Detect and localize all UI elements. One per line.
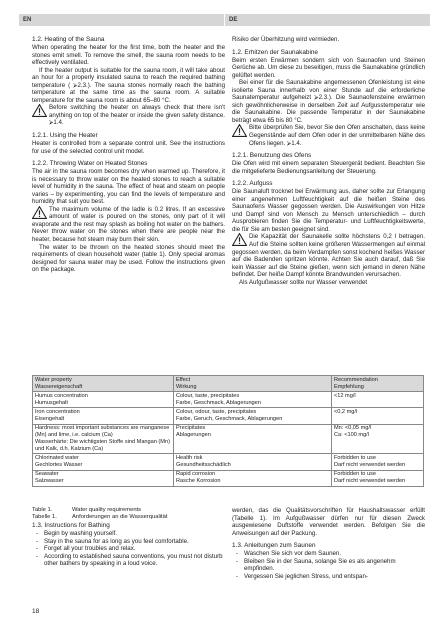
subsection-heading: 1.2.2. Throwing Water on Heated Stones xyxy=(32,160,148,168)
table-cell: Seawater Salzwasser xyxy=(33,470,174,486)
german-column xyxy=(232,36,425,286)
table-cell: <0,2 mg/l xyxy=(332,408,424,424)
warning-icon xyxy=(232,124,247,137)
warning-note xyxy=(232,233,425,278)
table-cell: Forbidden to use Darf nicht verwendet werden xyxy=(332,470,424,486)
list-item: - Bleiben Sie in der Sauna, solange Sie es als angenehm empfinden. xyxy=(232,558,425,573)
warning-text: The maximum volume of the ladle is 0.2 litres. If an excessive amount of water is poured on the stones, only part of it will evaporate and the rest may splash as boiling hot water on the bathers. Never throw water on the stones when there are people near the heater, because hot steam may burn their skin. xyxy=(32,205,225,244)
paragraph: Als Aufgußwasser sollte nur Wasser verwendet xyxy=(239,278,368,286)
table-row xyxy=(33,424,424,454)
table-cell: Mn: <0,05 mg/l Ca: <100 mg/l xyxy=(332,424,424,454)
warning-icon xyxy=(232,233,247,246)
german-bathing-section xyxy=(232,507,425,580)
warning-icon xyxy=(32,206,47,219)
bathing-list xyxy=(32,530,225,568)
table-cell: Health risk Gesundheitsschädlich xyxy=(174,454,332,470)
table-row xyxy=(33,470,424,486)
table-cell: <12 mg/l xyxy=(332,392,424,408)
english-bathing-section xyxy=(32,522,225,568)
paragraph: Die Ofen wird mit einem separaten Steuergerät bedient. Beachten Sie die mitgelieferte Bedienungsanleitung der Steuerung. xyxy=(232,160,425,175)
section-heading: 1.2. Heating of the Sauna xyxy=(32,36,105,43)
table-row xyxy=(33,408,424,424)
table-header-cell: Recommendation Empfehlung xyxy=(332,376,424,392)
table-cell: Iron concentration Eisengehalt xyxy=(33,408,174,424)
paragraph: Beim ersten Erwärmen sondern sich von Saunaofen und Steinen Gerüche ab. Um diese zu beseitigen, muss die Saunakabine gründlich gelüftet werden. xyxy=(232,56,425,79)
warning-text: Before switching the heater on always check that there isn't anything on top of the heater or inside the given safety distance. ⮚1.4. xyxy=(49,104,225,127)
table-cell: Forbidden to use Darf nicht verwendet werden xyxy=(332,454,424,470)
caption-text: Anforderungen an die Wasserqualität xyxy=(72,514,168,520)
table-cell: Humus concentration Humusgehalt xyxy=(33,392,174,408)
table-header-row xyxy=(33,376,424,392)
table-caption xyxy=(32,507,225,521)
table-row xyxy=(33,392,424,408)
list-item: - Forget all your troubles and relax. xyxy=(32,545,225,553)
paragraph: When operating the heater for the first time, both the heater and the stones emit smell. To remove the smell, the sauna room needs to be effectively ventilated. xyxy=(32,44,225,67)
caption-row-en xyxy=(32,507,225,514)
paragraph: The air in the sauna room becomes dry when warmed up. Therefore, it is necessary to throw water on the heated stones to reach a suitable level of humidity in the sauna. The effect of heat and steam on people varies – by experimenting, you can find the levels of temperature and humidity that suit you best. xyxy=(32,168,225,206)
caption-row-de xyxy=(32,514,225,521)
subsection-heading: 1.2.1. Benutzung des Ofens xyxy=(232,152,312,160)
list-item: - Begin by washing yourself. xyxy=(32,530,225,538)
table-cell: Chlorinated water Gechlortes Wasser xyxy=(33,454,174,470)
section-heading: 1.3. Anleitungen zum Saunen xyxy=(232,542,316,550)
warning-text: Bitte überprüfen Sie, bevor Sie den Ofen anschalten, dass keine Gegenstände auf dem Ofen oder in der unmittelbaren Nähe des Ofens liegen. ⮚1.4. xyxy=(249,124,425,147)
warning-note xyxy=(232,124,425,147)
warning-note xyxy=(32,206,225,244)
list-item: - Waschen Sie sich vor dem Saunen. xyxy=(232,550,425,558)
table-cell: Hardness: most important substances are manganese (Mn) and lime, i.e. calcium (Ca) Wasserhärte: Die wichtigsten Stoffe sind Mangan (Mn) und Kalk, d.h. Kalzium (Ca) xyxy=(33,424,174,454)
warning-text: Die Kapazität der Saunakelle sollte höchstens 0,2 l betragen. Auf die Steine sollten keine größeren Wassermengen auf einmal gegossen werden, da beim Verdampfen sonst kochend heißes Wasser auf die Badenden spritzen könnte. Achten Sie auch darauf, daß Sie kein Wasser auf die Steine gießen, wenn sich jemand in deren Nähe befindet. Der heiße Dampf könnte Brandwunden verursachen. xyxy=(232,233,425,279)
caption-label: Table 1. xyxy=(32,507,53,513)
paragraph: Die Saunaluft trocknet bei Erwärmung aus, daher sollte zur Erlangung einer angenehmen Luftfeuchtigkeit auf die heißen Steine des Saunaofens Wasser gegossen werden. Die Auswirkungen von Hitze und Dampf sind von Mensch zu Mensch unterschiedlich – durch Ausprobieren finden Sie die Temperatur- und Luftfeuchtigkeitswerte, die für Sie am besten geeignet sind. xyxy=(232,188,425,233)
table-cell: Rapid corrosion Rasche Korrosion xyxy=(174,470,332,486)
subsection-heading: 1.2.2. Aufguss xyxy=(232,180,273,188)
bathing-list xyxy=(232,550,425,580)
caption-text: Water quality requirements xyxy=(72,507,142,513)
list-item: - Stay in the sauna for as long as you feel comfortable. xyxy=(32,538,225,546)
paragraph: If the heater output is suitable for the sauna room, it will take about an hour for a properly insulated sauna to reach the required bathing temperature ( ⮚2.3.). The sauna stones normally reach the bathing temperature at the same time as the sauna room. A suitable temperature for the sauna room is about 65–80 °C. xyxy=(32,66,225,104)
subsection-heading: 1.2.1. Using the Heater xyxy=(32,132,98,140)
paragraph: Heater is controlled from a separate control unit. See the instructions for use of the selected control unit model. xyxy=(32,140,225,155)
paragraph: The water to be thrown on the heated stones should meet the requirements of clean household water (table 1). Only special aromas designed for sauna water may be used. Follow the instructions given on the package. xyxy=(32,243,225,274)
table-cell: Precipitates Ablagerungen xyxy=(174,424,332,454)
caption-label: Tabelle 1. xyxy=(32,514,57,520)
table-header-cell: Effect Wirkung xyxy=(174,376,332,392)
paragraph: Bei einer für die Saunakabine angemessenen Ofenleistung ist eine isolierte Sauna innerhalb von einer Stunde auf die erforderliche Saunatemperatur aufgeheizt ⮚2.3.). Die Saunaofensteine erwärmen sich gewöhnlicherweise in derselben Zeit auf Aufgusstemperatur wie die Saunakabine. Die passende Temperatur in der Saunakabine beträgt etwa 65 bis 80 °C. xyxy=(232,79,425,124)
list-item: - According to established sauna conventions, you must not disturb other bathers by speaking in a loud voice. xyxy=(32,553,225,568)
paragraph: werden, das die Qualitätsvorschriften für Haushaltswasser erfüllt (Tabelle 1). Im Aufgußwasser dürfen nur für diesen Zweck ausgewiesene Duftstoffe verwendet werden. Befolgen Sie die Anweisungen auf der Packung. xyxy=(232,507,425,537)
language-label-de: DE xyxy=(225,14,430,26)
section-heading: 1.3. Instructions for Bathing xyxy=(32,522,110,529)
warning-icon xyxy=(32,104,47,117)
paragraph: Risiko der Überhitzung wird vermieden. xyxy=(232,36,340,43)
table-row xyxy=(33,454,424,470)
english-column xyxy=(32,36,225,274)
list-item: - Vergessen Sie jeglichen Stress, und entspan- xyxy=(232,573,425,581)
page-number: 18 xyxy=(32,608,40,615)
table-cell: Colour, taste, precipitates Farbe, Geschmack, Ablagerungen xyxy=(174,392,332,408)
water-quality-table xyxy=(32,375,424,487)
section-heading: 1.2. Erhitzen der Saunakabine xyxy=(232,48,318,56)
language-label-en: EN xyxy=(19,14,224,26)
table-cell: Colour, odour, taste, precipitates Farbe, Geruch, Geschmack, Ablagerungen xyxy=(174,408,332,424)
warning-note xyxy=(32,104,225,127)
table-header-cell: Water property Wassereigenschaft xyxy=(33,376,174,392)
